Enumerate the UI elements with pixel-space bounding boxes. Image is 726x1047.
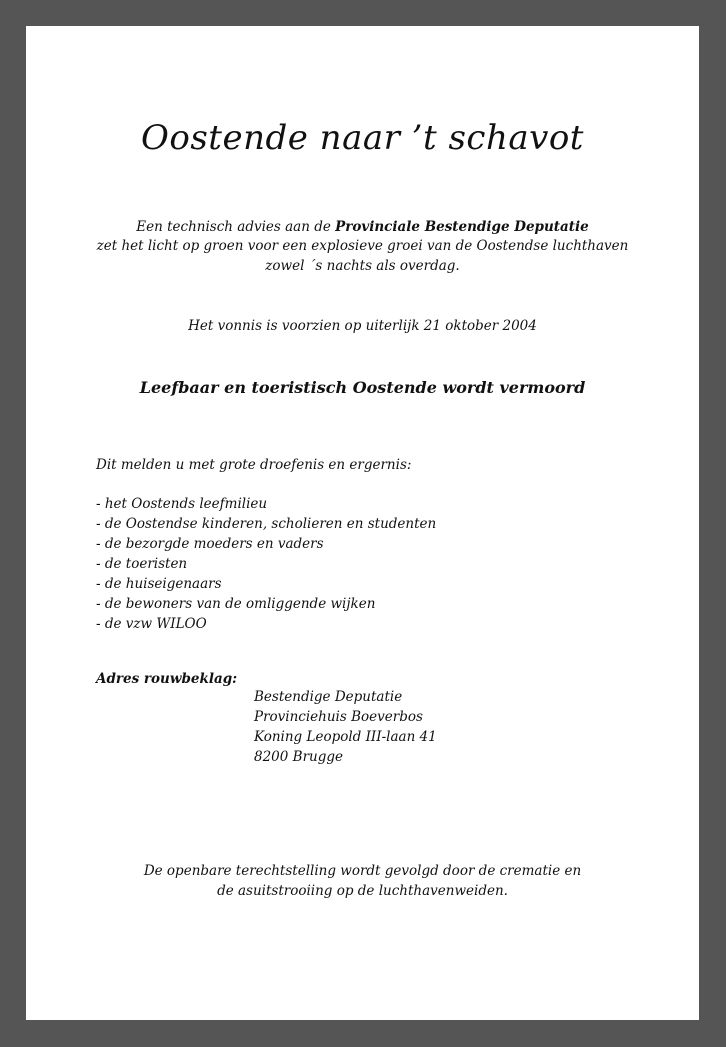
- list-item: - het Oostends leefmilieu: [96, 496, 268, 512]
- intro-line-1-prefix: Een technisch advies aan de: [136, 219, 336, 235]
- announcement-text: Dit melden u met grote droefenis en ergernis:: [96, 457, 412, 473]
- list-item: - de bewoners van de omliggende wijken: [96, 596, 376, 612]
- closing-line-1: De openbare terechtstelling wordt gevolgd door de crematie en: [143, 863, 582, 879]
- list-item: - de Oostendse kinderen, scholieren en studenten: [96, 516, 437, 532]
- list-item: - de toeristen: [96, 556, 188, 572]
- list-item: - de vzw WILOO: [96, 616, 207, 632]
- address-line: 8200 Brugge: [254, 749, 343, 765]
- verdict-text: Het vonnis is voorzien op uiterlijk 21 oktober 2004: [188, 318, 537, 334]
- intro-line-3: zowel ´s nachts als overdag.: [265, 258, 460, 274]
- intro-line-1: [26, 219, 699, 235]
- address-line: Bestendige Deputatie: [254, 689, 403, 705]
- intro-line-1-bold: Provinciale Bestendige Deputatie: [335, 219, 589, 235]
- headline: Leefbaar en toeristisch Oostende wordt vermoord: [139, 378, 586, 397]
- closing-line-2: de asuitstrooiing op de luchthavenweiden.: [217, 883, 508, 899]
- intro-line-2: zet het licht op groen voor een explosieve groei van de Oostendse luchthaven: [96, 238, 629, 254]
- document-page: [26, 26, 699, 1020]
- page-title: Oostende naar ’t schavot: [141, 118, 584, 158]
- address-line: Koning Leopold III-laan 41: [254, 729, 437, 745]
- address-label: Adres rouwbeklag:: [96, 671, 238, 687]
- address-line: Provinciehuis Boeverbos: [254, 709, 423, 725]
- list-item: - de bezorgde moeders en vaders: [96, 536, 324, 552]
- list-item: - de huiseigenaars: [96, 576, 222, 592]
